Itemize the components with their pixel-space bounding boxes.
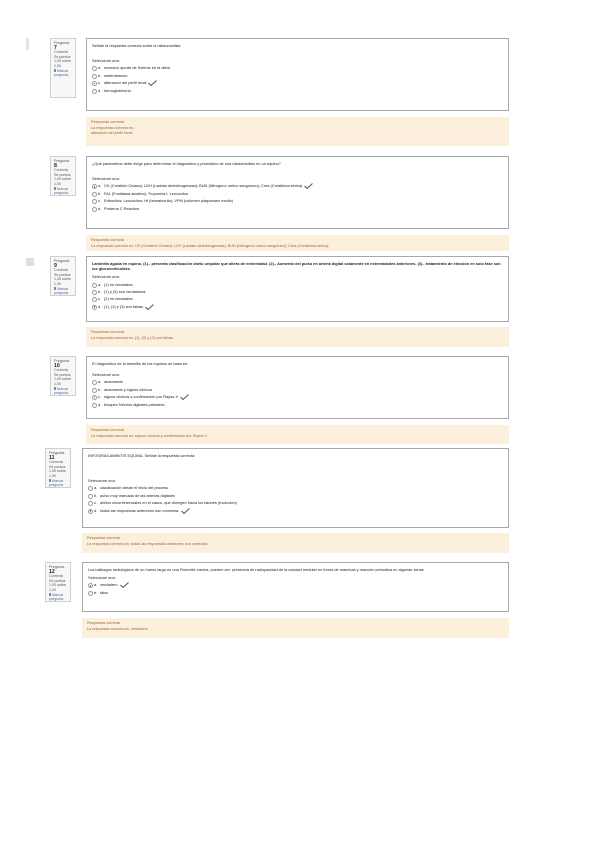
answer-option-b[interactable] xyxy=(88,589,503,596)
check-icon xyxy=(304,183,313,189)
question-box-9 xyxy=(86,256,509,322)
question-box-10 xyxy=(86,356,509,419)
question-status: Correcta xyxy=(54,168,68,173)
answer-option-a[interactable] xyxy=(92,64,503,71)
flag-icon xyxy=(54,387,56,390)
answer-option-c[interactable] xyxy=(92,295,503,302)
feedback-text: La respuesta correcta es: todas las respuestas anteriores son correctas xyxy=(87,541,208,546)
radio-button[interactable] xyxy=(92,403,97,408)
flag-question-button[interactable] xyxy=(54,69,72,78)
option-letter: b. xyxy=(94,589,98,595)
option-text: FAL (Fosfatasa alcalina); Troponina I; Leucocitos xyxy=(104,190,189,196)
flag-question-label: Marcar pregunta xyxy=(49,478,64,488)
flag-icon xyxy=(49,479,51,482)
option-letter: b. xyxy=(98,72,102,78)
flag-icon xyxy=(49,593,51,596)
select-one-label: Seleccione una: xyxy=(92,58,120,64)
radio-button[interactable] xyxy=(88,494,93,499)
question-box-11 xyxy=(82,448,509,528)
question-box-8 xyxy=(86,156,509,229)
option-text: excesivo aporte de Selenio en la dieta xyxy=(104,65,170,71)
flag-icon xyxy=(54,187,56,190)
option-text: signos clínicos y confirmación por Rayos X xyxy=(104,394,178,400)
flag-question-button[interactable] xyxy=(54,287,72,296)
question-number-label: Pregunta xyxy=(49,565,65,569)
answer-option-a[interactable] xyxy=(88,581,503,588)
flag-question-label: Marcar pregunta xyxy=(54,286,69,296)
option-text: (1) es verdadera xyxy=(104,281,133,287)
answer-option-b[interactable] xyxy=(92,72,503,79)
option-letter: c. xyxy=(98,296,102,302)
option-letter: a. xyxy=(98,65,102,71)
option-text: todas las respuestas anteriores son correctas xyxy=(100,507,179,513)
flag-question-button[interactable] xyxy=(49,593,67,602)
question-text: Señale la respuesta correcta sobre la rabdomiolisis: xyxy=(92,43,182,48)
feedback-text: La respuesta correcta es: signos clínicos y confirmación por Rayos X xyxy=(91,433,208,438)
radio-button-selected[interactable] xyxy=(92,395,97,400)
option-letter: b. xyxy=(98,190,102,196)
feedback-title: Respuesta correcta xyxy=(91,120,124,124)
option-letter: d. xyxy=(98,401,102,407)
radio-button-selected[interactable] xyxy=(92,184,97,189)
question-number: 12 xyxy=(49,568,55,575)
answer-option-b[interactable] xyxy=(88,492,503,499)
radio-button[interactable] xyxy=(92,297,97,302)
option-text: Proteína C Reactiva xyxy=(104,205,139,211)
question-text: ¿Qué parámetros debe elegir para determinar el diagnóstico y pronóstico de una rabdomiolisis en un equino? xyxy=(92,161,281,166)
feedback-text: La respuesta correcta es: (1), (2) y (3) son falsas xyxy=(91,335,174,340)
option-text: (1) y (3) son verdaderas xyxy=(104,289,146,294)
radio-button[interactable] xyxy=(92,388,97,393)
answer-option-d[interactable] xyxy=(88,507,503,514)
option-letter: a. xyxy=(98,379,102,385)
question-info-7 xyxy=(50,38,76,98)
question-number: 11 xyxy=(49,454,55,461)
question-text: Laminitis aguda en equino, (1).- presenta clasificación obélo unipolar que altera de extremidad. (2).- Aumento del pulso en arteria digital solamente en extremidades anteriores. (3).- tratamiento de elección en solo fase son los glucocorticoides. xyxy=(92,261,501,272)
answer-option-d[interactable] xyxy=(92,205,503,212)
feedback-title: Respuesta correcta xyxy=(91,238,124,242)
question-score: Se puntúa 1,00 sobre 1,00 xyxy=(54,372,71,386)
option-letter: b. xyxy=(94,492,98,498)
feedback-box-10 xyxy=(86,425,509,444)
select-one-label: Seleccione una: xyxy=(92,274,120,280)
answer-option-d[interactable] xyxy=(92,401,503,408)
radio-button[interactable] xyxy=(88,591,93,596)
question-score: Se puntúa 1,00 sobre 1,00 xyxy=(54,172,71,186)
page-edge-mark xyxy=(26,38,29,50)
radio-button[interactable] xyxy=(92,380,97,385)
option-text: alteración del perfil renal xyxy=(104,80,147,86)
question-text xyxy=(88,567,503,572)
answer-option-b[interactable] xyxy=(92,386,503,393)
feedback-title: Respuesta correcta xyxy=(91,428,124,432)
feedback-title: Respuesta correcta xyxy=(91,330,124,334)
option-letter: d. xyxy=(98,87,102,93)
option-letter: d. xyxy=(98,303,102,309)
question-box-7 xyxy=(86,38,509,111)
option-text: sedentarismo xyxy=(104,72,128,78)
check-icon xyxy=(148,80,157,86)
question-score: Se puntúa 1,00 sobre 1,00 xyxy=(54,272,71,286)
question-info-11 xyxy=(45,448,71,488)
feedback-text: La respuesta correcta es: CK (Creatinin Cinasa); LDH (Lactato deshidrogenasa); BUN (Nitrogeno ureico sanguíneo); Crea (Creatinina sérica). xyxy=(91,243,330,248)
question-info-9 xyxy=(50,256,76,296)
question-status: Correcta xyxy=(49,460,63,465)
feedback-box-8 xyxy=(86,235,509,251)
radio-button[interactable] xyxy=(92,89,97,94)
option-text: anamnesis y signos clínicos xyxy=(104,386,153,392)
select-one-label: Seleccione una: xyxy=(88,575,116,581)
question-status: Correcta xyxy=(49,574,63,579)
answer-option-c[interactable] xyxy=(88,499,503,506)
answer-option-a[interactable] xyxy=(92,281,503,288)
answer-option-c[interactable] xyxy=(92,79,503,86)
answer-option-a[interactable] xyxy=(92,378,503,385)
flag-question-button[interactable] xyxy=(54,187,72,196)
option-text: anillos circunferenciales en el casco, que divergen hacia los talones (evolución) xyxy=(100,500,237,506)
question-status: Correcta xyxy=(54,268,68,273)
page-edge-mark xyxy=(26,258,34,266)
feedback-text: La respuesta correcta es: xyxy=(91,125,134,130)
answer-option-a[interactable] xyxy=(88,484,503,491)
option-text: (1), (2) y (3) son falsas xyxy=(104,303,144,309)
feedback-answer: alteración del perfil renal xyxy=(91,131,133,136)
option-text: pulso muy marcado de las arterias digitales xyxy=(100,492,175,498)
option-text: hemoglobinuria xyxy=(104,87,131,93)
option-letter: c. xyxy=(98,394,102,400)
select-one-label: Seleccione una: xyxy=(88,478,116,484)
answer-option-d[interactable] xyxy=(92,303,503,310)
question-number: 7 xyxy=(54,44,57,51)
flag-question-label: Marcar pregunta xyxy=(54,186,69,196)
question-number-label: Pregunta xyxy=(54,359,70,363)
question-number: 8 xyxy=(54,162,57,169)
question-score: Se puntúa 1,00 sobre 1,00 xyxy=(54,54,71,68)
option-text: (2) es verdadera xyxy=(104,296,133,302)
radio-button[interactable] xyxy=(92,283,97,288)
feedback-title: Respuesta correcta xyxy=(87,536,120,540)
select-one-label: Seleccione una: xyxy=(92,176,120,182)
option-letter: b. xyxy=(98,289,102,294)
question-score: Se puntúa 1,00 sobre 1,00 xyxy=(49,578,66,592)
option-text: anamnesis xyxy=(104,379,123,385)
option-text: claudicación desde el inicio del proceso xyxy=(100,485,169,491)
question-score: Se puntúa 1,00 sobre 1,00 xyxy=(49,464,66,478)
option-letter: c. xyxy=(98,80,102,86)
question-number: 9 xyxy=(54,262,57,269)
question-status: Correcta xyxy=(54,368,68,373)
radio-button-selected[interactable] xyxy=(88,509,93,514)
question-info-8 xyxy=(50,156,76,196)
option-letter: a. xyxy=(94,485,98,491)
option-letter: d. xyxy=(94,507,98,513)
question-text: INFOSIRA/LAMINITIS EQUINA. Señale la respuesta correcta: xyxy=(88,453,196,458)
flag-icon xyxy=(54,287,56,290)
question-text-part: , pueden ser: presencia de radiopacidad de la cavidad medular en forma de manchas y reacción periostica en algunas zonas. xyxy=(208,567,425,572)
check-icon xyxy=(145,304,154,310)
option-text: bloqueo Nervios digitales palmares xyxy=(104,401,165,407)
option-text: CK (Creatinin Cinasa); LDH (Lactato deshidrogenasa); BUN (Nitrogeno ureico sanguíneo); Crea (Creatinina sérica) xyxy=(104,183,303,189)
option-text: falso xyxy=(100,589,109,595)
radio-button-selected[interactable] xyxy=(92,305,97,310)
option-letter: a. xyxy=(94,582,98,588)
radio-button[interactable] xyxy=(92,74,97,79)
flag-question-label: Marcar pregunta xyxy=(49,592,64,602)
radio-button[interactable] xyxy=(92,66,97,71)
radio-button[interactable] xyxy=(88,486,93,491)
radio-button[interactable] xyxy=(92,192,97,197)
flag-question-label: Marcar pregunta xyxy=(54,386,69,396)
radio-button-selected[interactable] xyxy=(92,81,97,86)
answer-option-b[interactable] xyxy=(92,288,503,295)
feedback-box-9 xyxy=(86,327,509,347)
option-letter: c. xyxy=(94,500,98,506)
question-text-italic: Pancoitis canina xyxy=(179,567,209,572)
question-box-12 xyxy=(82,562,509,612)
check-icon xyxy=(120,582,129,588)
question-number-label: Pregunta xyxy=(54,259,70,263)
question-number-label: Pregunta xyxy=(54,41,70,45)
question-number-label: Pregunta xyxy=(49,451,65,455)
check-icon xyxy=(181,508,190,514)
answer-option-b[interactable] xyxy=(92,190,503,197)
feedback-title: Respuesta correcta xyxy=(87,621,120,625)
radio-button-selected[interactable] xyxy=(88,583,93,588)
flag-question-label: Marcar pregunta xyxy=(54,68,69,78)
radio-button[interactable] xyxy=(92,199,97,204)
option-letter: c. xyxy=(98,198,102,204)
question-info-10 xyxy=(50,356,76,396)
question-text-part: Los hallazgos radiológicos de un hueso largo en una xyxy=(88,567,180,572)
question-info-12 xyxy=(45,562,71,602)
option-letter: d. xyxy=(98,205,102,211)
flag-question-button[interactable] xyxy=(49,479,67,488)
flag-question-button[interactable] xyxy=(54,387,72,396)
feedback-box-7 xyxy=(86,117,509,146)
feedback-text: La respuesta correcta es: verdadero xyxy=(87,626,148,631)
option-letter: b. xyxy=(98,386,102,392)
question-text: El diagnóstico de la laminitis de los equinos se basa en: xyxy=(92,361,189,366)
feedback-box-12 xyxy=(82,618,509,638)
option-text: verdadero xyxy=(100,582,118,588)
flag-icon xyxy=(54,69,56,72)
feedback-box-11 xyxy=(82,533,509,553)
option-letter: a. xyxy=(98,281,102,287)
radio-button[interactable] xyxy=(92,290,97,295)
check-icon xyxy=(180,394,189,400)
question-number: 10 xyxy=(54,362,60,369)
question-number-label: Pregunta xyxy=(54,159,70,163)
select-one-label: Seleccione una: xyxy=(92,372,120,378)
option-text: Eritrocitos; Leucocitos; Ht (hematocrito); VPM (volumen plaquetario medio) xyxy=(104,198,234,204)
answer-option-a[interactable] xyxy=(92,182,503,189)
answer-option-c[interactable] xyxy=(92,393,503,400)
radio-button[interactable] xyxy=(88,501,93,506)
radio-button[interactable] xyxy=(92,207,97,212)
answer-option-c[interactable] xyxy=(92,197,503,204)
answer-option-d[interactable] xyxy=(92,87,503,94)
question-status: Correcta xyxy=(54,50,68,55)
option-letter: a. xyxy=(98,183,102,189)
